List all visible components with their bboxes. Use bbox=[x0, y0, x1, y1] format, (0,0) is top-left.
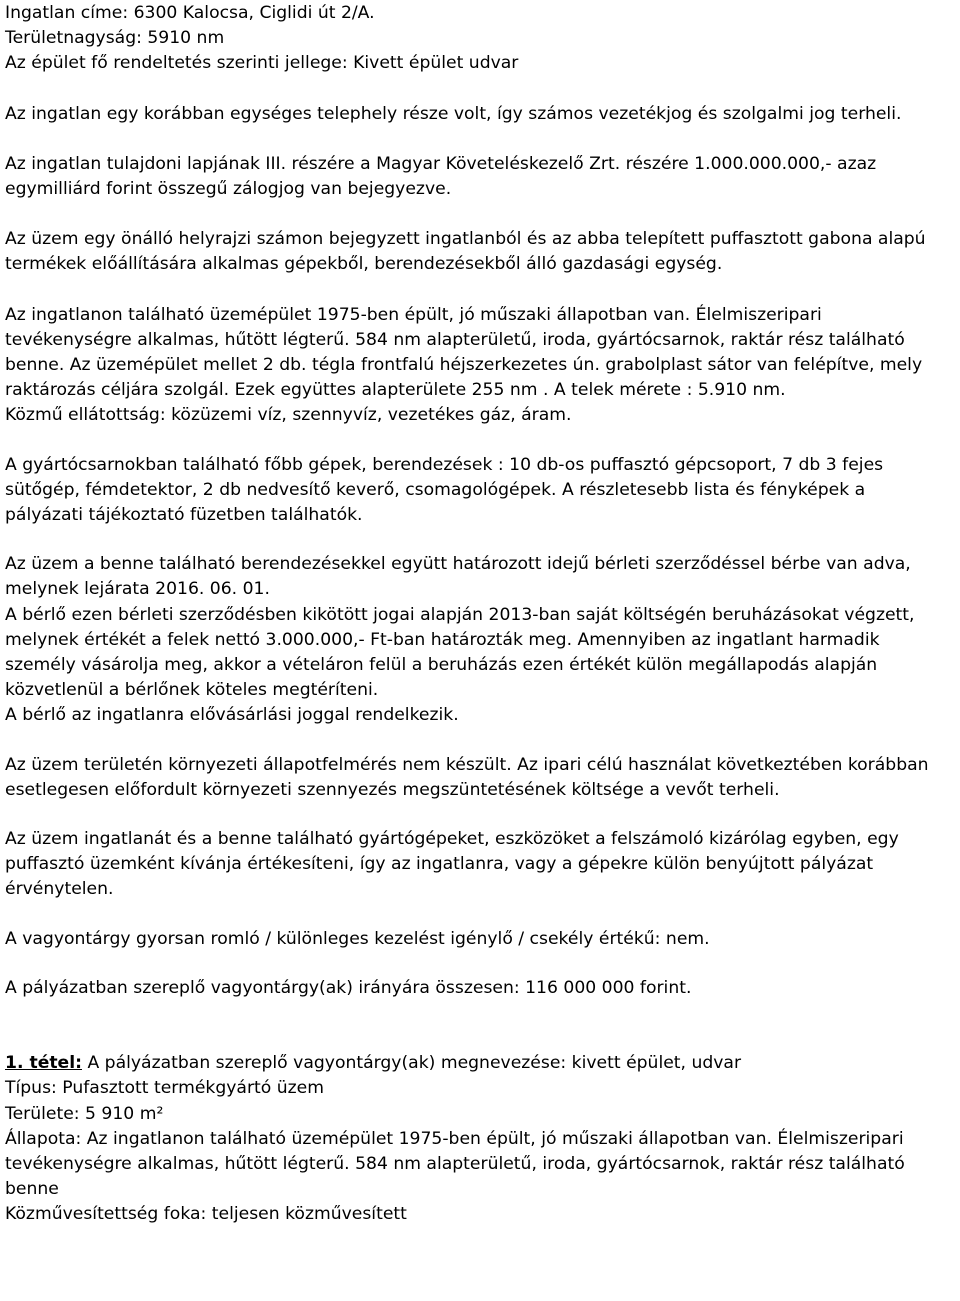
easement-paragraph: Az ingatlan egy korábban egységes telephely része volt, így számos vezetékjog és szolgalmi jog terheli. bbox=[5, 103, 902, 124]
sale-terms-paragraph: Az üzem ingatlanát és a benne található gyártógépeket, eszközöket a felszámoló kizárólag egyben, egy puffasztó üzemként kívánja értékesíteni, így az ingatlanra, vagy a gépekre külön benyújtott pályázat érvénytelen. bbox=[5, 829, 899, 900]
perishable-paragraph: A vagyontárgy gyorsan romló / különleges kezelést igénylő / csekély értékű: nem. bbox=[5, 928, 710, 949]
utilities-paragraph: Közmű ellátottság: közüzemi víz, szennyvíz, vezetékes gáz, áram. bbox=[5, 405, 572, 426]
plant-description-paragraph: Az üzem egy önálló helyrajzi számon bejegyzett ingatlanból és az abba telepített puffasztott gabona alapú termékek előállítására alkalmas gépekből, berendezésekből álló gazdasági egység. bbox=[5, 229, 926, 275]
lien-paragraph: Az ingatlan tulajdoni lapjának III. részére a Magyar Követeléskezelő Zrt. részére 1.000.000.000,- azaz egymilliárd forint összegű zálogjog van bejegyezve. bbox=[5, 153, 877, 200]
item-area: Területe: 5 910 m² bbox=[5, 1103, 164, 1124]
lease-paragraph: Az üzem a benne található berendezésekkel együtt határozott idejű bérleti szerződéssel bérbe van adva, melynek lejárata 2016. 06. 01. bbox=[5, 554, 911, 600]
property-address: Ingatlan címe: 6300 Kalocsa, Ciglidi út 2/A. bbox=[5, 3, 375, 23]
machinery-paragraph: A gyártócsarnokban található főbb gépek, berendezések : 10 db-os puffasztó gépcsoport, 7 db 3 fejes sütőgép, fémdetektor, 2 db nedvesítő keverő, csomagológépek. A részletesebb lista és fényképek a pályázati tájékoztató füzetben találhatók. bbox=[5, 454, 884, 526]
item-name: A pályázatban szereplő vagyontárgy(ak) megnevezése: kivett épület, udvar bbox=[81, 1053, 742, 1074]
property-header bbox=[5, 1, 946, 77]
item-type: Típus: Pufasztott termékgyártó üzem bbox=[5, 1078, 324, 1099]
item-condition: Állapota: Az ingatlanon található üzemépület 1975-ben épült, jó műszaki állapotban van. Élelmiszeripari tevékenységre alkalmas, hűtött légterű. 584 nm alapterületű, iroda, gyártócsarnok, raktár rész található benne bbox=[5, 1128, 905, 1200]
lease-section bbox=[5, 552, 946, 728]
item-label: 1. tétel: bbox=[5, 1053, 82, 1074]
building-purpose: Az épület fő rendeltetés szerinti jellege: Kivett épület udvar bbox=[5, 53, 519, 74]
investment-paragraph: A bérlő ezen bérleti szerződésben kikötött jogai alapján 2013-ban saját költségén beruházásokat végzett, melynek értékét a felek nettó 3.000.000,- Ft-ban határozták meg. Amennyiben az ingatlant harmadik személy vásárolja meg, akkor a vételáron felül a beruházás ezen értékét külön megállapodás alapján közvetlenül a bérlőnek köteles megtéríteni. bbox=[5, 604, 915, 701]
building-section bbox=[5, 303, 946, 429]
property-area: Területnagyság: 5910 nm bbox=[5, 28, 225, 49]
item-utilities: Közművesítettség foka: teljesen közművesített bbox=[5, 1204, 407, 1225]
item-title-line bbox=[5, 1051, 946, 1076]
environment-paragraph: Az üzem területén környezeti állapotfelmérés nem készült. Az ipari célú használat következtében korábban esetlegesen előfordult környezeti szennyezés megszüntetésének költsége a vevőt terheli. bbox=[5, 754, 929, 800]
building-paragraph: Az ingatlanon található üzemépület 1975-ben épült, jó műszaki állapotban van. Élelmiszeripari tevékenységre alkalmas, hűtött légterű. 584 nm alapterületű, iroda, gyártócsarnok, raktár rész található benne. Az üzemépület mellet 2 db. tégla frontfalú héjszerkezetes ún. grabolplast sátor van felépítve, mely raktározás céljára szolgál. Ezek együttes alapterülete 255 nm . A telek mérete : 5.910 nm. bbox=[5, 304, 923, 401]
preemption-paragraph: A bérlő az ingatlanra elővásárlási joggal rendelkezik. bbox=[5, 705, 459, 726]
price-paragraph: A pályázatban szereplő vagyontárgy(ak) irányára összesen: 116 000 000 forint. bbox=[5, 977, 692, 998]
item-section bbox=[5, 1051, 946, 1227]
